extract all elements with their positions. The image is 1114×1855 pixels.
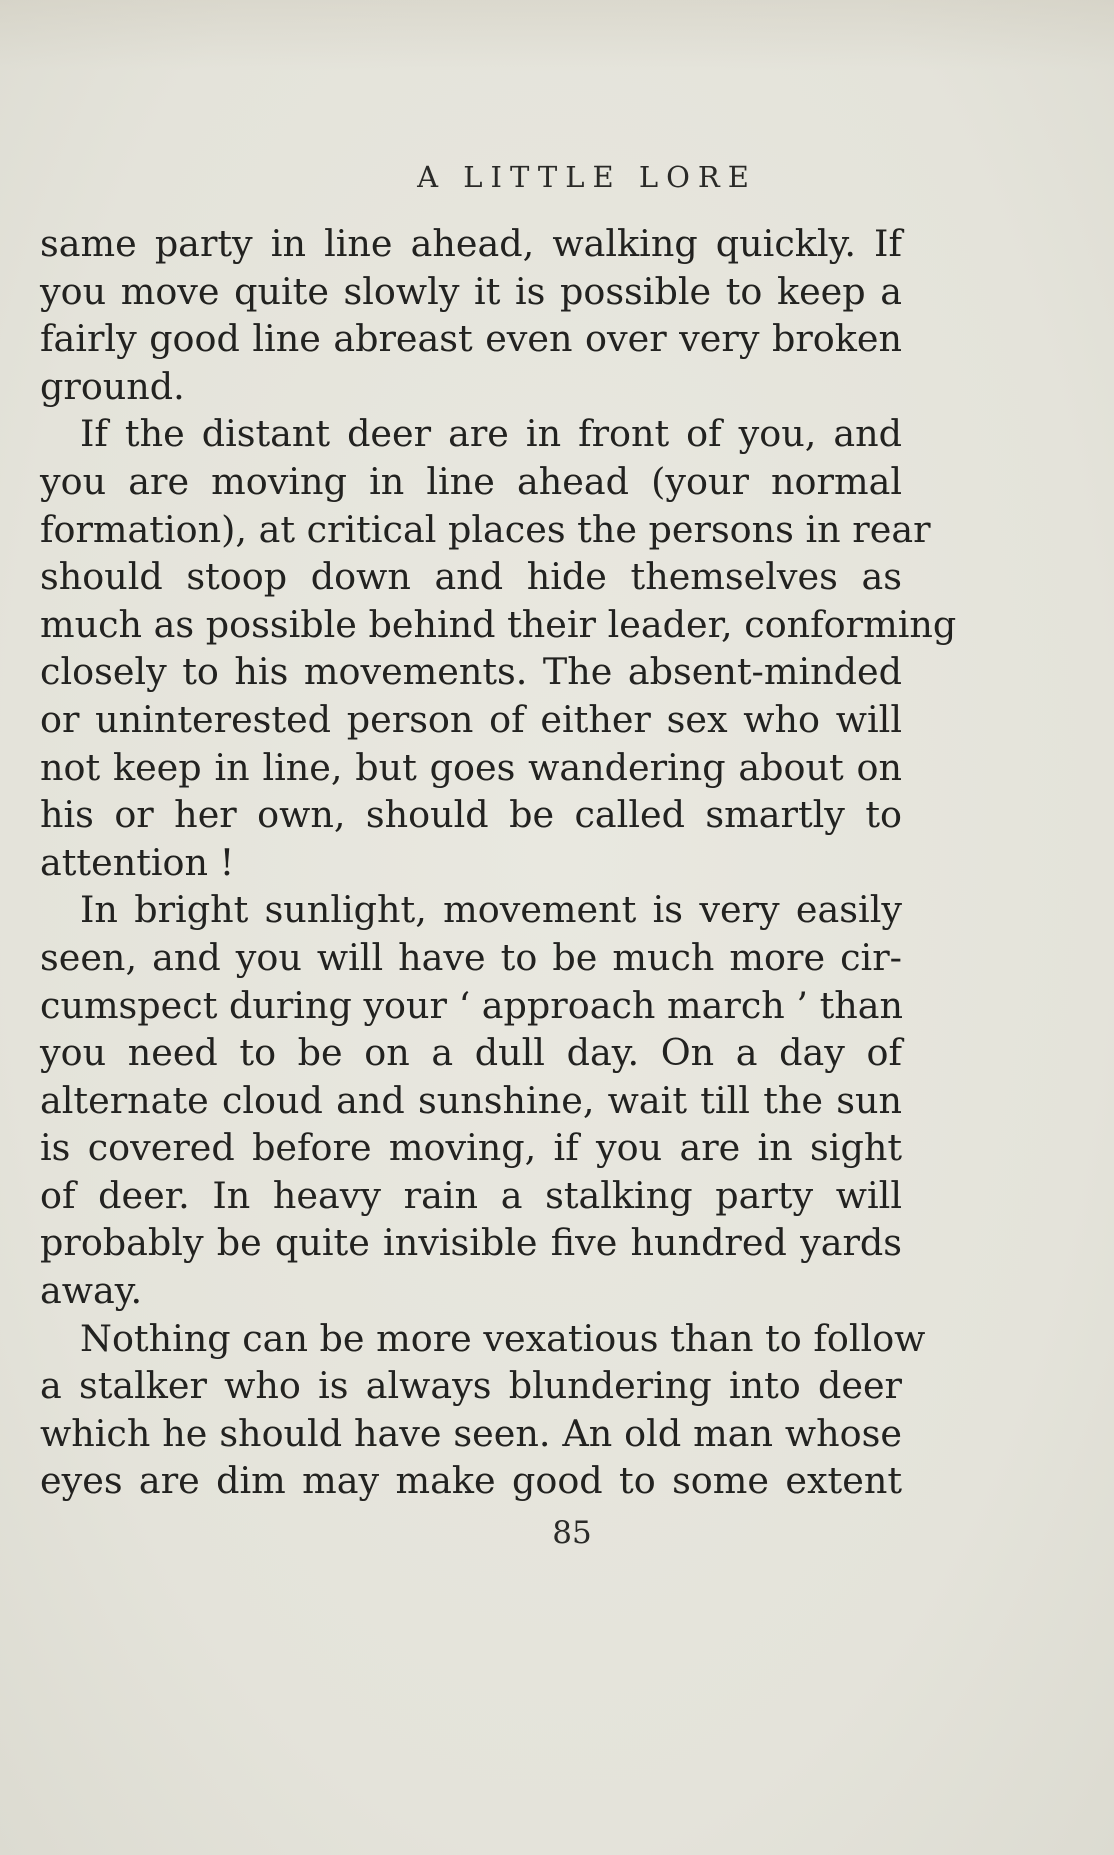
- text-line: same party in line ahead, walking quickly. If: [40, 222, 902, 265]
- text-line: you need to be on a dull day. On a day of: [40, 1031, 902, 1075]
- text-line: Nothing can be more vexatious than to follow: [80, 1316, 926, 1360]
- body-text: [40, 220, 957, 1505]
- text-line: of deer. In heavy rain a stalking party will: [40, 1173, 902, 1217]
- text-line: you move quite slowly it is possible to keep a: [40, 269, 902, 313]
- text-line: a stalker who is always blundering into deer: [40, 1364, 902, 1408]
- text-line: ground.: [40, 364, 185, 408]
- paragraph: [40, 220, 902, 410]
- text-line: much as possible behind their leader, conforming: [40, 602, 957, 646]
- text-line: which he should have seen. An old man whose: [40, 1411, 902, 1455]
- text-line: eyes are dim may make good to some extent: [40, 1459, 902, 1503]
- text-line: If the distant deer are in front of you, and: [80, 412, 902, 456]
- text-line: alternate cloud and sunshine, wait till the sun: [40, 1078, 902, 1122]
- text-line: is covered before moving, if you are in sight: [40, 1126, 902, 1170]
- paragraph: [40, 1315, 926, 1505]
- page-number: 85: [552, 1515, 592, 1551]
- text-line: his or her own, should be called smartly to: [40, 793, 902, 837]
- text-line: fairly good line abreast even over very broken: [40, 317, 902, 361]
- running-head: A LITTLE LORE: [417, 160, 757, 194]
- text-line: closely to his movements. The absent-minded: [40, 650, 902, 694]
- text-line: attention !: [40, 840, 235, 884]
- paragraph: [40, 410, 957, 886]
- text-line: away.: [40, 1269, 143, 1313]
- text-line: should stoop down and hide themselves as: [40, 555, 902, 599]
- text-line: probably be quite invisible five hundred yards: [40, 1221, 902, 1265]
- text-line: formation), at critical places the persons in rear: [40, 507, 931, 551]
- text-line: In bright sunlight, movement is very easily: [80, 888, 902, 932]
- text-line: you are moving in line ahead (your normal: [40, 459, 902, 503]
- text-line: cumspect during your ‘ approach march ’ than: [40, 983, 904, 1027]
- text-line: not keep in line, but goes wandering about on: [40, 745, 902, 789]
- text-line: or uninterested person of either sex who will: [40, 697, 902, 741]
- paragraph: [40, 886, 902, 1314]
- text-line: seen, and you will have to be much more cir-: [40, 935, 902, 979]
